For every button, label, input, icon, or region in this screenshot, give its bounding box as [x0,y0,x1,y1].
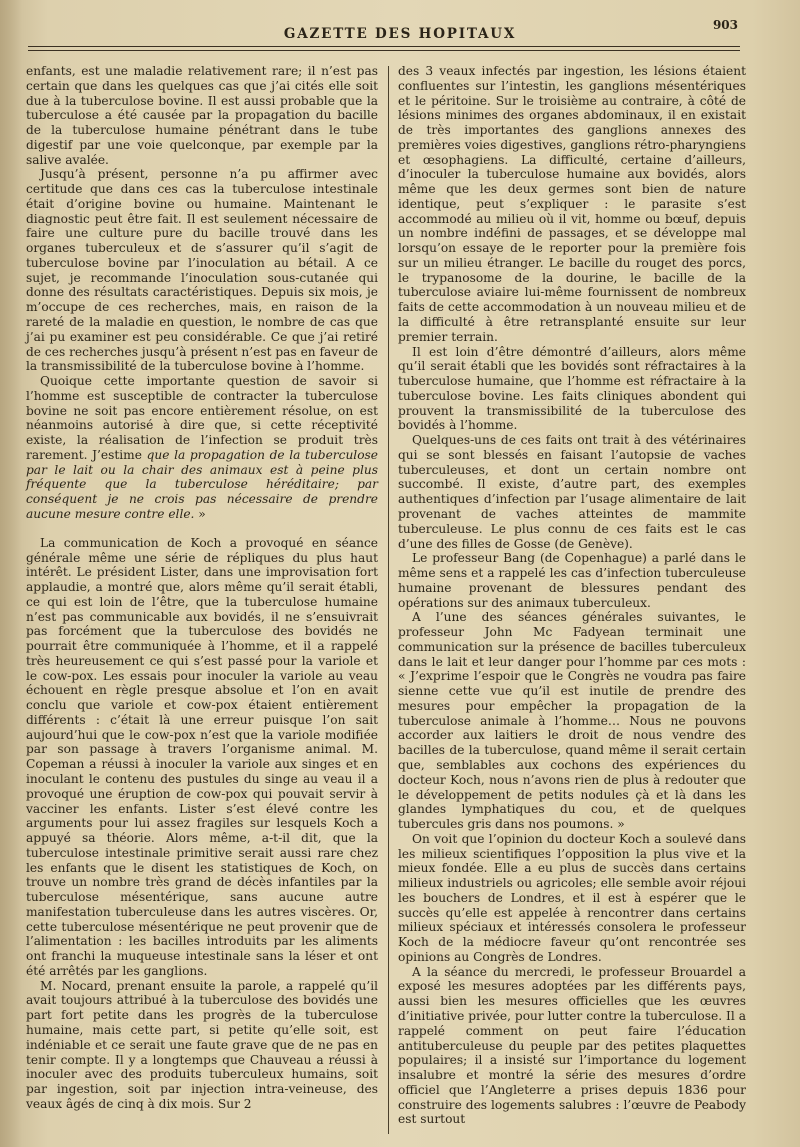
paragraph: des 3 veaux infectés par ingestion, les lésions étaient confluentes sur l’intestin, les ganglions mésentériques et le péritoine. Sur le troisième au contraire, à côté de lésions minimes des organes abdominaux, il en existait de très importantes des ganglions annexes des premières voies digestives, ganglions rétro-pharyngiens et œsophagiens. La difficulté, certaine d’ailleurs, d’inoculer la tuberculose humaine aux bovidés, alors même que les deux germes sont bien de nature identique, peut s’expliquer : le parasite s’est accommodé au milieu où il vit, homme ou bœuf, depuis un nombre indéfini de passages, et se développe mal lorsqu’on essaye de le reporter pour la première fois sur un milieu étranger. Le bacille du rouget des porcs, le trypanosome de la dourine, le bacille de la tuberculose aviaire lui-même fournissent de nombreux faits de cette accommodation à un nouveau milieu et de la difficulté à être retransplanté ensuite sur leur premier terrain. [398,64,746,344]
quoted-conclusion: que la propagation de la tuberculose par le lait ou la chair des animaux est à peine plus fréquente que la tuberculose héréditaire; par conséquent je ne crois pas nécessaire de prendre aucune mesure contre elle. [26,447,378,521]
paragraph: Jusqu’à présent, personne n’a pu affirmer avec certitude que dans ces cas la tuberculose intestinale était d’origine bovine ou humaine. Maintenant le diagnostic peut être fait. Il est seulement nécessaire de faire une culture pure du bacille trouvé dans les organes tuberculeux et de s’assurer qu’il s’agit de tuberculose bovine par l’inoculation au bétail. A ce sujet, je recommande l’inoculation sous-cutanée qui donne des résultats caractéristiques. Depuis six mois, je m’occupe de ces recherches, mais, en raison de la rareté de la maladie en question, le nombre de cas que j’ai pu examiner est peu considérable. Ce que j’ai retiré de ces recherches jusqu’à présent n’est pas en faveur de la transmissibilité de la tuberculose bovine à l’homme. [26,167,378,374]
paragraph-text: Quoique cette importante question de savoir si l’homme est susceptible de contracter la tuberculose bovine ne soit pas encore entièrement résolue, on est néanmoins autorisé à dire que, si cette réceptivité existe, la réalisation de l’infection se produit très rarement. J’estime [26,374,378,462]
left-column [26,64,378,1112]
header-rule-thin [28,50,740,51]
right-column [398,64,746,1127]
page-header [0,0,800,48]
paragraph: enfants, est une maladie relativement rare; il n’est pas certain que dans les quelques cas que j’ai cités elle soit due à la tuberculose bovine. Il est aussi probable que la tuberculose a été causée par la propagation du bacille de la tuberculose humaine pénétrant dans le tube digestif par une voie quelconque, par exemple par la salive avalée. [26,64,378,167]
closing-quote: » [194,506,206,521]
paragraph: M. Nocard, prenant ensuite la parole, a rappelé qu’il avait toujours attribué à la tuberculose des bovidés une part fort petite dans les progrès de la tuberculose humaine, mais cette part, si petite qu’elle soit, est indéniable et ce serait une faute grave que de ne pas en tenir compte. Il y a longtemps que Chauveau a réussi à inoculer avec des produits tuberculeux humains, soit par ingestion, soit par injection intra-veineuse, des veaux âgés de cinq à dix mois. Sur 2 [26,978,378,1111]
paragraph [26,374,378,522]
paragraph: Il est loin d’être démontré d’ailleurs, alors même qu’il serait établi que les bovidés sont réfractaires à la tuberculose humaine, que l’homme est réfractaire à la tuberculose bovine. Les faits cliniques abondent qui prouvent la transmissibilité de la tuberculose des bovidés à l’homme. [398,344,746,433]
header-rule [28,46,740,47]
paragraph: A l’une des séances générales suivantes, le professeur John Mc Fadyean terminait une communication sur la présence de bacilles tuberculeux dans le lait et leur danger pour l’homme par ces mots : « J’exprime l’espoir que le Congrès ne voudra pas faire sienne cette vue qu’il est inutile de prendre des mesures pour empêcher la propagation de la tuberculose animale à l’homme… Nous ne pouvons accorder aux laitiers le droit de nous vendre des bacilles de la tuberculose, quand même il serait certain que, semblables aux cochons des expériences du docteur Koch, nous n’avons rien de plus à redouter que le développement de petits nodules çà et là dans les glandes lymphatiques du cou, et de quelques tubercules gris dans nos poumons. » [398,610,746,832]
page-edge-shadow [0,0,22,1147]
paragraph: Quelques-uns de ces faits ont trait à des vétérinaires qui se sont blessés en faisant l’autopsie de vaches tuberculeuses, et dont un certain nombre ont succombé. Il existe, d’autre part, des exemples authentiques d’infection par l’usage alimentaire de lait provenant de vaches atteintes de mammite tuberculeuse. Le plus connu de ces faits est le cas d’une des filles de Gosse (de Genève). [398,433,746,551]
paragraph: On voit que l’opinion du docteur Koch a soulevé dans les milieux scientifiques l’opposition la plus vive et la mieux fondée. Elle a eu plus de succès dans certains milieux industriels ou agricoles; elle semble avoir réjoui les bouchers de Londres, et il est à espérer que le succès qu’elle est appelée à rencontrer dans certains milieux spéciaux et intéressés consolera le professeur Koch de la médiocre faveur qu’ont rencontrée ses opinions au Congrès de Londres. [398,831,746,964]
paragraph: La communication de Koch a provoqué en séance générale même une série de répliques du plus haut intérêt. Le président Lister, dans une improvisation fort applaudie, a montré que, alors même qu’il serait établi, ce qui est loin de l’être, que la tuberculose humaine n’est pas communicable aux bovidés, il ne s’ensuivrait pas forcément que la tuberculose des bovidés ne pourrait être communiquée à l’homme, et il a rappelé très heureusement ce qui s’est passé pour la variole et le cow-pox. Les essais pour inoculer la variole au veau échouent en règle presque absolue et l’on en avait conclu que variole et cow-pox étaient entièrement différents : c’était là une erreur puisque l’on sait aujourd’hui que le cow-pox n’est que la variole modifiée par son passage à travers l’organisme animal. M. Copeman a réussi à inoculer la variole aux singes et en inoculant le contenu des pustules du singe au veau il a provoqué une éruption de cow-pox qui pouvait servir à vacciner les enfants. Lister s’est élevé contre les arguments pour lui assez fragiles sur lesquels Koch a appuyé sa théorie. Alors même, a-t-il dit, que la tuberculose intestinale primitive serait aussi rare chez les enfants que le disent les statistiques de Koch, on trouve un nombre très grand de décès infantiles par la tuberculose mésentérique, sans aucune autre manifestation tuberculeuse dans les autres viscères. Or, cette tuberculose mésentérique ne peut provenir que de l’alimentation : les bacilles introduits par les aliments ont franchi la muqueuse intestinale sans la léser et ont été arrêtés par les ganglions. [26,535,378,978]
paragraph: A la séance du mercredi, le professeur Brouardel a exposé les mesures adoptées par les différents pays, aussi bien les mesures officielles que les œuvres d’initiative privée, pour lutter contre la tuberculose. Il a rappelé comment on peut faire l’éducation antituberculeuse du peuple par des petites plaquettes populaires; il a insisté sur l’importance du logement insalubre et montré la série des mesures d’ordre officiel que l’Angleterre a prises depuis 1836 pour construire des logements salubres : l’œuvre de Peabody est surtout [398,964,746,1127]
page-number: 903 [712,18,738,32]
running-title: GAZETTE DES HOPITAUX [283,26,517,42]
paragraph: Le professeur Bang (de Copenhague) a parlé dans le même sens et a rappelé les cas d’infection tuberculeuse humaine provenant de blessures pendant des opérations sur des animaux tuberculeux. [398,551,746,610]
column-divider [388,66,389,1134]
